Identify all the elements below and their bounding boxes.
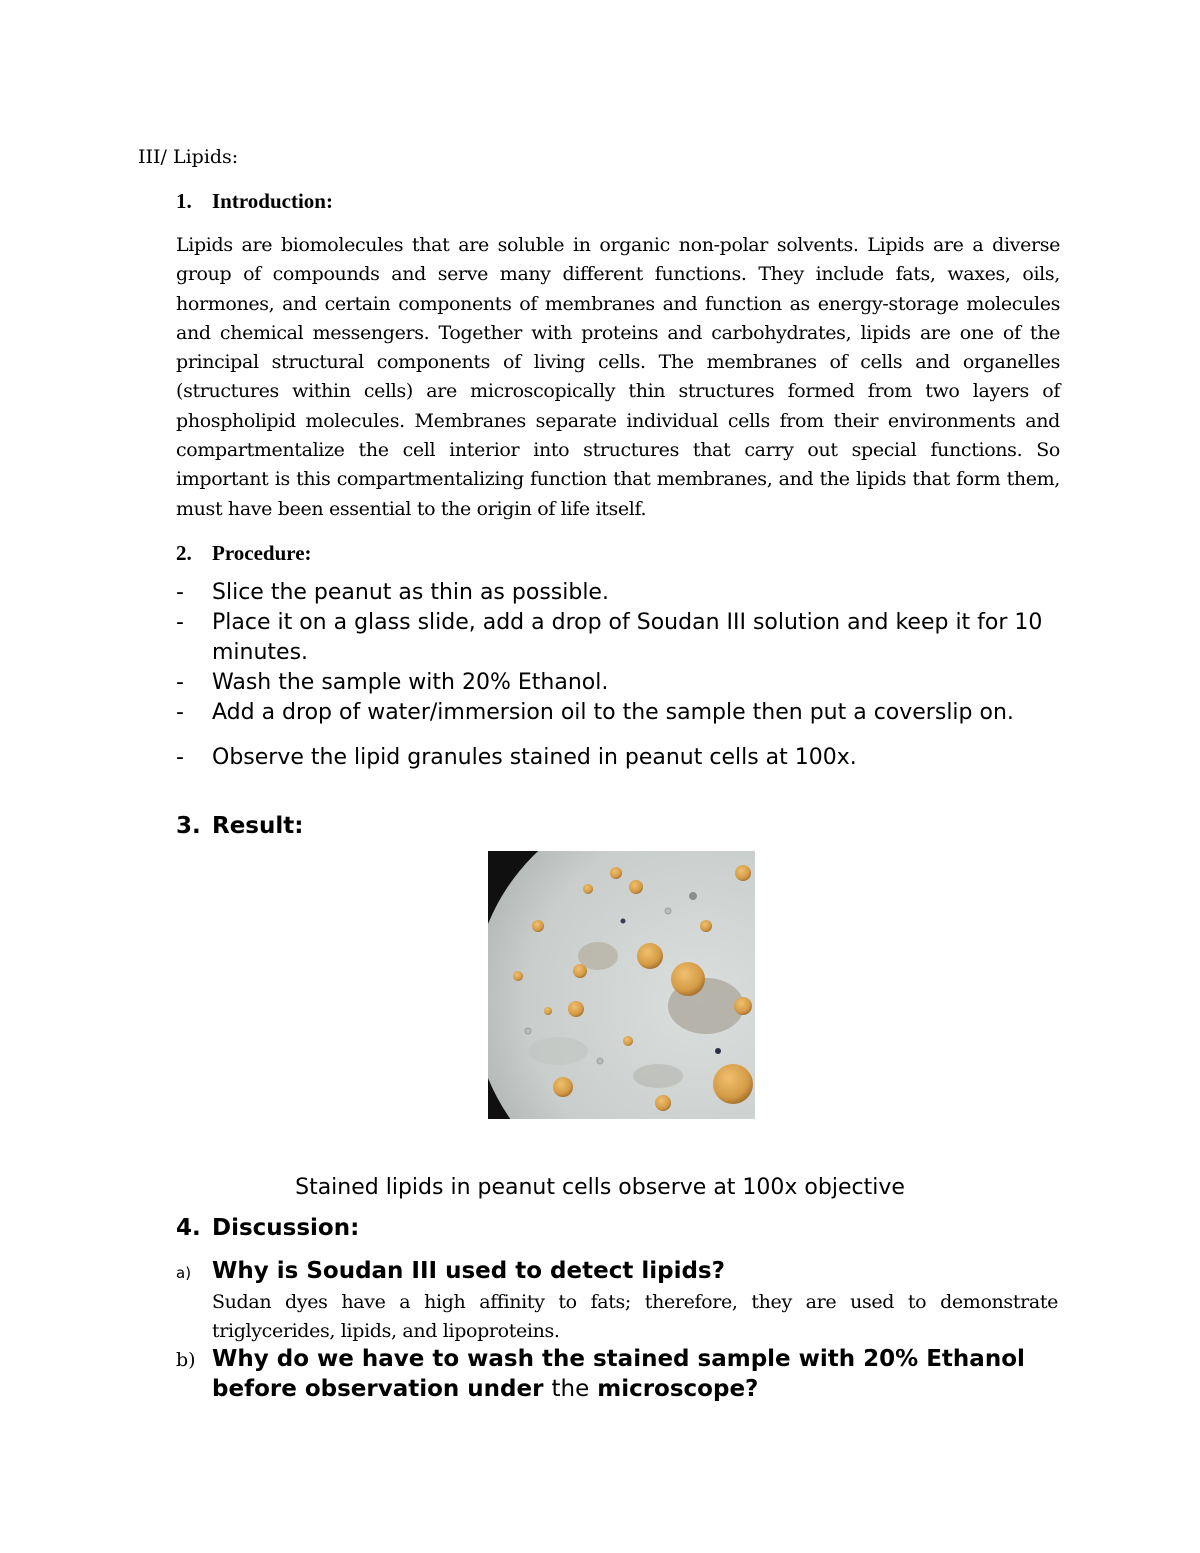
procedure-step xyxy=(176,698,1060,728)
introduction-title: Introduction: xyxy=(212,189,333,213)
section-title: III/ Lipids: xyxy=(138,146,239,168)
result-title: Result: xyxy=(212,813,304,839)
procedure-title: Procedure: xyxy=(212,541,312,565)
discussion-number: 4. xyxy=(176,1215,201,1241)
procedure-step xyxy=(176,743,1060,773)
step-bullet: - xyxy=(176,610,184,635)
question-a-label: a) xyxy=(176,1264,192,1282)
question-b-part2: the xyxy=(551,1376,590,1402)
introduction-heading xyxy=(176,189,333,214)
step-text: Place it on a glass slide, add a drop of Soudan III solution and keep it for 10 minutes. xyxy=(212,610,1043,665)
step-bullet: - xyxy=(176,670,184,695)
procedure-heading xyxy=(176,541,312,566)
step-text: Observe the lipid granules stained in peanut cells at 100x. xyxy=(212,745,857,770)
question-b-part1: Why do we have to wash the stained sample with 20% Ethanol before observation under xyxy=(212,1346,1025,1402)
procedure-number: 2. xyxy=(176,541,192,565)
discussion-title: Discussion: xyxy=(212,1215,360,1241)
introduction-number: 1. xyxy=(176,189,192,213)
question-b-part3: microscope? xyxy=(597,1376,759,1402)
discussion-heading xyxy=(176,1215,359,1241)
result-heading xyxy=(176,813,303,839)
answer-a: Sudan dyes have a high affinity to fats; therefore, they are used to demonstrate triglycerides, lipids, and lipoproteins. xyxy=(212,1291,1058,1342)
step-bullet: - xyxy=(176,700,184,725)
procedure-step xyxy=(176,668,1060,698)
question-b xyxy=(212,1344,1058,1404)
procedure-step xyxy=(176,608,1060,668)
procedure-steps xyxy=(176,578,1060,773)
microscope-field-graphic xyxy=(488,851,755,1119)
procedure-step xyxy=(176,578,1060,608)
introduction-text: Lipids are biomolecules that are soluble in organic non-polar solvents. Lipids are a diverse group of compounds and serve many different functions. They include fats, waxes, oils, hormones, and certain components of membranes and function as energy-storage molecules and chemical messengers. Together with proteins and carbohydrates, lipids are one of the principal structural components of living cells. The membranes of cells and organelles (structures within cells) are microscopically thin structures formed from two layers of phospholipid molecules. Membranes separate individual cells from their environments and compartmentalize the cell interior into structures that carry out special functions. So important is this compartmentalizing function that membranes, and the lipids that form them, must have been essential to the origin of life itself. xyxy=(176,234,1060,520)
step-text: Wash the sample with 20% Ethanol. xyxy=(212,670,609,695)
step-bullet: - xyxy=(176,580,184,605)
step-bullet: - xyxy=(176,745,184,770)
step-text: Slice the peanut as thin as possible. xyxy=(212,580,609,605)
microscope-image xyxy=(488,851,755,1119)
step-text: Add a drop of water/immersion oil to the sample then put a coverslip on. xyxy=(212,700,1014,725)
result-number: 3. xyxy=(176,813,201,839)
question-b-label: b) xyxy=(176,1349,196,1371)
question-a: Why is Soudan III used to detect lipids? xyxy=(212,1258,725,1284)
figure-caption: Stained lipids in peanut cells observe at 100x objective xyxy=(295,1175,905,1200)
